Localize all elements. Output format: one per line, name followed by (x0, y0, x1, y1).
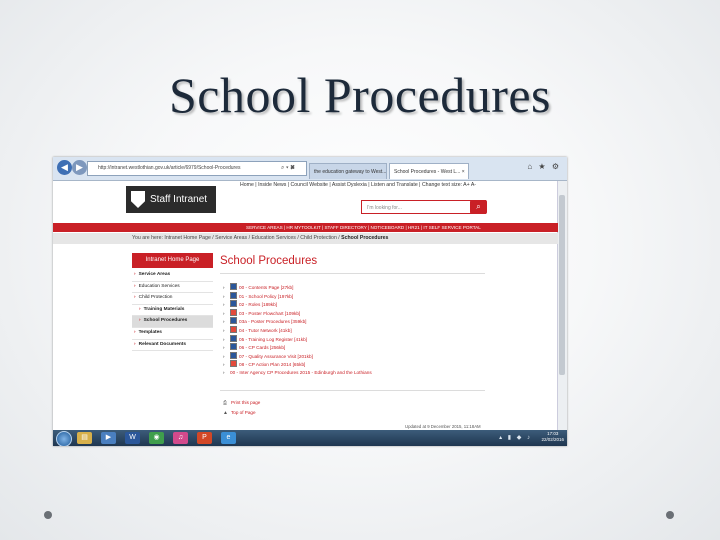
windows-taskbar (53, 430, 567, 446)
main-menu (53, 223, 558, 232)
taskbar-clock[interactable] (541, 431, 564, 443)
breadcrumb-trail[interactable]: You are here: Intranet Home Page / Service Areas / Education Services / Child Protection / (132, 235, 342, 241)
document-label: 04 - Tutor Network [41kb] (239, 327, 292, 333)
forward-button[interactable]: ▶ (72, 160, 87, 175)
chevron-right-icon: › (139, 318, 141, 324)
chevron-right-icon: › (223, 327, 225, 333)
back-button[interactable]: ◀ (57, 160, 72, 175)
chevron-right-icon: › (223, 302, 225, 308)
pdf-file-icon (230, 326, 237, 333)
word-file-icon (230, 317, 237, 324)
document-link[interactable] (223, 352, 372, 361)
top-links[interactable]: Home | Inside News | Council Website | Assist Dyslexia | Listen and Translate | Change text size: A+ A- (240, 182, 477, 188)
document-label: 06 - CP Cards [256kb] (239, 345, 286, 351)
word-file-icon (230, 352, 237, 359)
chevron-right-icon: › (134, 341, 136, 347)
arrow-up-icon: ▲ (223, 409, 228, 416)
sidebar-item-service-areas[interactable] (132, 270, 213, 282)
chevron-right-icon: › (223, 353, 225, 359)
sidebar-item-label: Child Protection (138, 295, 173, 301)
tab-label: the education gateway to West... (314, 169, 387, 175)
document-link[interactable] (223, 326, 372, 335)
start-button[interactable] (56, 431, 72, 446)
taskbar-media-icon[interactable]: ▶ (101, 432, 116, 444)
divider (220, 390, 485, 391)
chevron-right-icon: › (134, 329, 136, 335)
address-bar[interactable] (87, 161, 307, 176)
document-label: 00 - Inter Agency CP Procedures 2015 - Edinburgh and the Lothians (230, 369, 372, 375)
left-navigation (132, 270, 213, 351)
document-label: 05 - Training Log Register [41kb] (239, 336, 308, 342)
clock-time: 17:03 (547, 431, 559, 436)
sidebar-item-label: Templates (138, 329, 162, 335)
top-of-page-label: Top of Page (231, 409, 256, 415)
document-link[interactable] (223, 300, 372, 309)
browser-toolbar (53, 157, 567, 181)
sidebar-item-school-procedures[interactable] (132, 316, 213, 328)
document-link[interactable] (223, 317, 372, 326)
main-menu-items[interactable]: SERVICE AREAS | HR MYTOOLKIT | STAFF DIRECTORY | NOTICEBOARD | HR21 | IT SELF SERVICE PORTAL (246, 225, 481, 230)
intranet-screenshot (53, 157, 567, 446)
chevron-right-icon: › (134, 295, 136, 301)
tab-education-gateway[interactable] (309, 163, 387, 179)
sidebar-item-relevant-documents[interactable] (132, 340, 213, 351)
leftnav-header[interactable]: Intranet Home Page (132, 253, 213, 268)
breadcrumb (53, 233, 558, 244)
chevron-right-icon: › (223, 336, 225, 342)
slide-bullet-right (666, 511, 674, 519)
document-label: 08 - CP Action Plan 2014 [65kb] (239, 362, 306, 368)
document-label: 00 - Contents Page [27kb] (239, 285, 294, 290)
taskbar-explorer-icon[interactable]: ▤ (77, 432, 92, 444)
document-label: 03 - Poster Flowchart [109kb] (239, 310, 301, 316)
address-url: http://intranet.westlothian.gov.uk/article/6979/School-Procedures (98, 165, 241, 171)
sidebar-item-education-services[interactable] (132, 282, 213, 294)
clock-date: 22/02/2016 (541, 437, 564, 442)
document-link[interactable] (223, 292, 372, 301)
document-link[interactable] (223, 283, 372, 292)
vertical-scrollbar[interactable] (557, 181, 567, 431)
sidebar-item-training-materials[interactable] (132, 305, 213, 317)
pdf-file-icon (230, 360, 237, 367)
document-label: 02 - Roles [189kb] (239, 302, 278, 308)
taskbar-itunes-icon[interactable]: ♫ (173, 432, 188, 444)
chevron-right-icon: › (223, 293, 225, 299)
updated-timestamp: Updated at 9 December 2015, 11:18AM (405, 424, 481, 429)
page-title: School Procedures (220, 255, 318, 267)
pdf-file-icon (230, 309, 237, 316)
taskbar-word-icon[interactable]: W (125, 432, 140, 444)
document-list (223, 283, 372, 378)
chevron-right-icon: › (223, 345, 225, 351)
chevron-right-icon: › (223, 285, 225, 290)
chevron-right-icon: › (223, 310, 225, 316)
top-of-page-link[interactable] (223, 408, 260, 418)
taskbar-chrome-icon[interactable]: ◉ (149, 432, 164, 444)
tab-label: School Procedures - West L... (394, 169, 461, 175)
address-actions-icon[interactable]: ⌕ ▾ ✖ (281, 165, 295, 171)
print-icon: ⎙ (223, 400, 228, 406)
sidebar-item-label: Education Services (138, 283, 180, 289)
sidebar-item-child-protection[interactable] (132, 293, 213, 305)
taskbar-ie-icon[interactable]: e (221, 432, 236, 444)
sidebar-item-label: Training Materials (143, 306, 185, 312)
word-file-icon (230, 335, 237, 342)
word-file-icon (230, 300, 237, 307)
system-tray-icons[interactable]: ▴ ▮ ◆ ♪ (499, 435, 532, 441)
breadcrumb-current: School Procedures (341, 235, 389, 241)
chevron-right-icon: › (134, 272, 136, 277)
tab-school-procedures[interactable] (389, 163, 469, 179)
document-label: 07 - Quality Assurance Visit [201kb] (239, 353, 313, 359)
print-page-link[interactable] (223, 398, 260, 408)
tab-close-icon[interactable]: × (461, 169, 465, 175)
slide-title: School Procedures (168, 67, 552, 123)
browser-tools-icons[interactable]: ⌂ ★ ⚙ (527, 162, 561, 171)
document-link[interactable] (223, 335, 372, 344)
word-file-icon (230, 283, 237, 290)
document-link[interactable] (223, 360, 372, 369)
search-icon[interactable]: ⌕ (470, 200, 487, 214)
document-link[interactable] (223, 369, 372, 378)
chevron-right-icon: › (139, 306, 141, 312)
chevron-right-icon: › (134, 283, 136, 289)
logo-text: Staff Intranet (150, 194, 208, 205)
word-file-icon (230, 292, 237, 299)
chevron-right-icon: › (223, 362, 225, 368)
chevron-right-icon: › (223, 369, 225, 375)
sidebar-item-label: Service Areas (138, 272, 171, 277)
taskbar-powerpoint-icon[interactable]: P (197, 432, 212, 444)
word-file-icon (230, 343, 237, 350)
sidebar-item-label: Relevant Documents (138, 341, 187, 347)
document-link[interactable] (223, 309, 372, 318)
crest-icon (131, 191, 145, 208)
utility-links (223, 398, 260, 417)
sidebar-item-label: School Procedures (143, 318, 188, 324)
chevron-right-icon: › (223, 319, 225, 325)
slide-bullet-left (44, 511, 52, 519)
sidebar-item-templates[interactable] (132, 328, 213, 340)
print-page-label: Print this page (231, 400, 261, 405)
document-label: 01 - School Policy [197kb] (239, 293, 294, 299)
document-link[interactable] (223, 343, 372, 352)
search-input[interactable]: I'm looking for... (361, 200, 486, 214)
divider (220, 273, 485, 274)
document-label: 03a - Poster Procedures [359kb] (239, 319, 307, 325)
staff-intranet-logo[interactable] (126, 186, 216, 213)
scroll-thumb[interactable] (559, 195, 565, 375)
